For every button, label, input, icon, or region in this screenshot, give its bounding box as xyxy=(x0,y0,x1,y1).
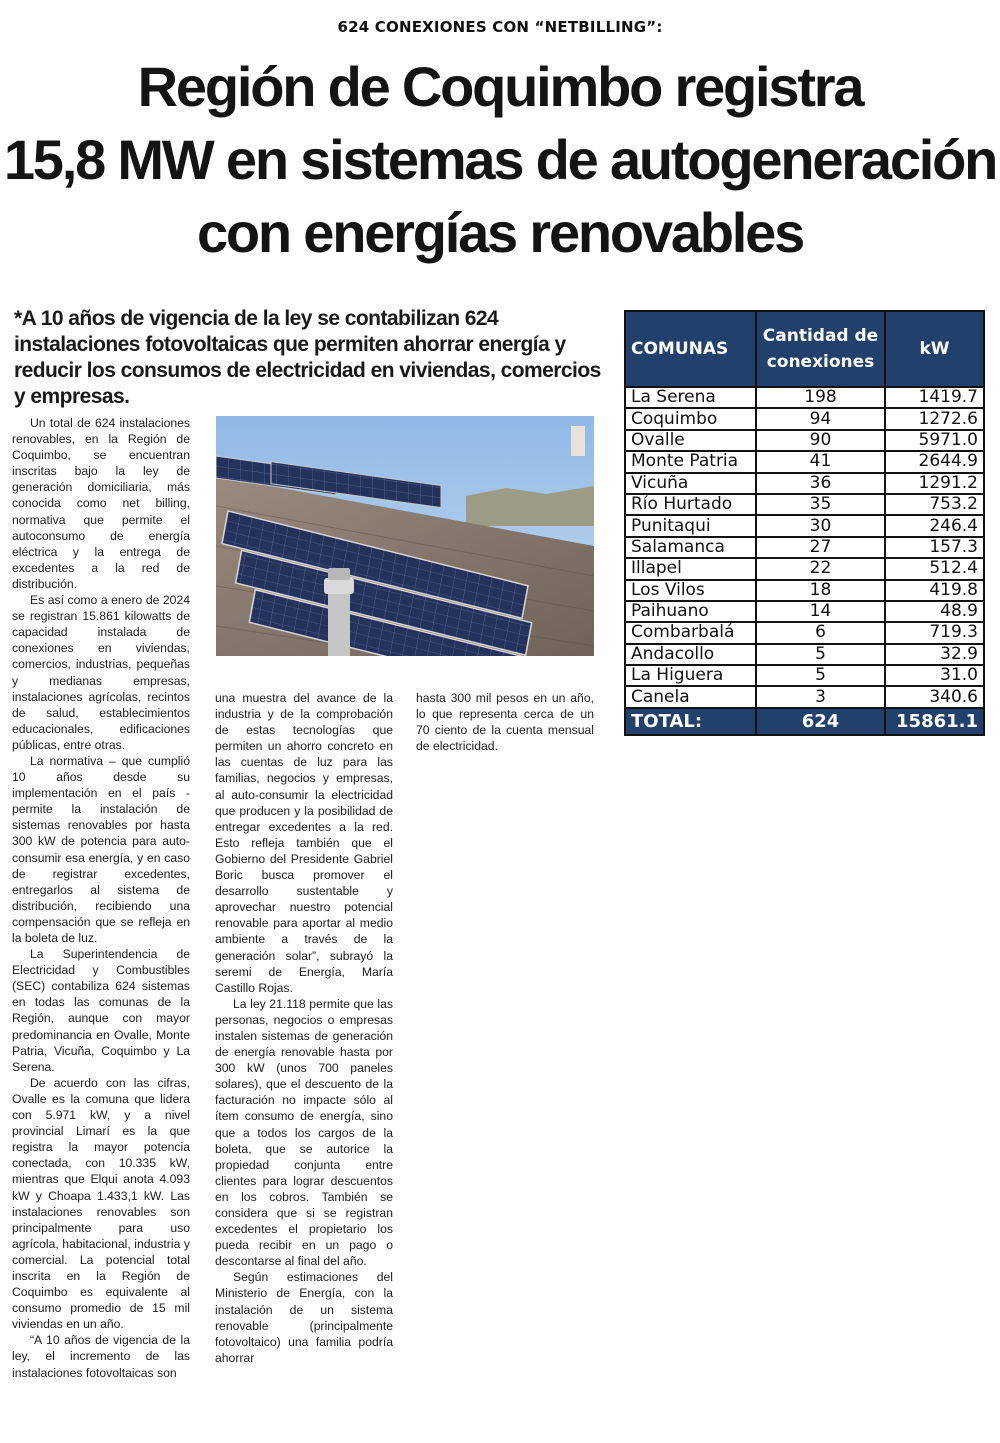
cell-kw: 340.6 xyxy=(885,686,984,707)
total-label: TOTAL: xyxy=(625,708,756,735)
total-conexiones: 624 xyxy=(756,708,885,735)
table-row xyxy=(625,601,984,622)
cell-kw: 719.3 xyxy=(885,622,984,643)
solar-panels-photo xyxy=(216,416,594,656)
cell-conexiones: 30 xyxy=(756,515,885,536)
cell-comuna: Río Hurtado xyxy=(625,494,756,515)
body-column-2 xyxy=(215,690,393,1366)
cell-comuna: Illapel xyxy=(625,558,756,579)
cell-kw: 48.9 xyxy=(885,601,984,622)
cell-conexiones: 27 xyxy=(756,537,885,558)
body-column-3 xyxy=(416,690,594,754)
kicker: 624 CONEXIONES CON “NETBILLING”: xyxy=(337,18,663,36)
cell-conexiones: 6 xyxy=(756,622,885,643)
table-row xyxy=(625,430,984,451)
paragraph: una muestra del avance de la industria y de la comprobación de estas tecnologías que permiten un ahorro concreto en las cuentas de luz para las familias, negocios y empresas, al auto-consumir la electricidad que producen y la posibilidad de entregar excedentes a la red. Esto refleja también que el Gobierno del Presidente Gabriel Boric busca promover el desarrollo sustentable y aprovechar nuestro potencial renovable para aportar al medio ambiente a través de la generación solar”, subrayó la seremi de Energía, María Castillo Rojas. xyxy=(215,691,393,995)
table-row xyxy=(625,408,984,429)
cell-comuna: Ovalle xyxy=(625,430,756,451)
cell-kw: 246.4 xyxy=(885,515,984,536)
cell-conexiones: 5 xyxy=(756,644,885,665)
cell-kw: 1272.6 xyxy=(885,408,984,429)
table-row xyxy=(625,622,984,643)
cell-conexiones: 14 xyxy=(756,601,885,622)
cell-kw: 753.2 xyxy=(885,494,984,515)
headline-line-2: 15,8 MW en sistemas de autogeneración xyxy=(3,128,997,191)
paragraph: Es así como a enero de 2024 se registran 15.861 kilowatts de capacidad instalada de conexiones en viviendas, comercios, industrias, pequeñas y medianas empresas, instalaciones agrícolas, recintos de salud, establecimientos educacionales, edificaciones públicas, entre otras. xyxy=(12,593,190,752)
paragraph: “A 10 años de vigencia de la ley, el incremento de las instalaciones fotovoltaicas son xyxy=(12,1333,190,1380)
cell-kw: 512.4 xyxy=(885,558,984,579)
header-comunas: COMUNAS xyxy=(625,311,756,387)
table-row xyxy=(625,473,984,494)
cell-comuna: Vicuña xyxy=(625,473,756,494)
cell-kw: 419.8 xyxy=(885,580,984,601)
cell-conexiones: 3 xyxy=(756,686,885,707)
paragraph: De acuerdo con las cifras, Ovalle es la comuna que lidera con 5.971 kW, y a nivel provincial Limarí es la que registra la mayor potencia conectada, con 10.335 kW, mientras que Elqui anota 4.093 kW y Choapa 1.433,1 kW. Las instalaciones renovables son principalmente para uso agrícola, habitacional, industria y comercial. La potencial total inscrita en la Región de Coquimbo es equivalente al consumo promedio de 15 mil viviendas en un año. xyxy=(12,1075,190,1332)
table-row xyxy=(625,665,984,686)
cell-comuna: Andacollo xyxy=(625,644,756,665)
cell-conexiones: 90 xyxy=(756,430,885,451)
cell-conexiones: 18 xyxy=(756,580,885,601)
table-row xyxy=(625,580,984,601)
paragraph: La ley 21.118 permite que las personas, negocios o empresas instalen sistemas de generación de energía renovable hasta por 300 kW (unos 700 paneles solares), que el descuento de la facturación no impacte sólo al ítem consumo de energía, sino que a todos los cargos de la boleta, que se autorice la propiedad conjunta entre clientes para lograr descuentos en los cobros. También se considera que si se registran excedentes el propietario los pueda recibir en un pago o descontarse al final del año. xyxy=(215,996,393,1269)
paragraph: La Superintendencia de Electricidad y Combustibles (SEC) contabiliza 624 sistemas en todas las comunas de la Región, aunque con mayor predominancia en Ovalle, Monte Patria, Vicuña, Coquimbo y La Serena. xyxy=(12,947,190,1074)
cell-conexiones: 5 xyxy=(756,665,885,686)
cell-conexiones: 94 xyxy=(756,408,885,429)
paragraph: Un total de 624 instalaciones renovables, en la Región de Coquimbo, se encuentran inscritas bajo la ley de generación domiciliaria, más conocida como net billing, normativa que permite el autoconsumo de energía eléctrica y la entrega de excedentes a la red de distribución. xyxy=(12,416,190,591)
cell-kw: 157.3 xyxy=(885,537,984,558)
cell-kw: 1419.7 xyxy=(885,387,984,408)
cell-comuna: Punitaqui xyxy=(625,515,756,536)
table-row xyxy=(625,686,984,707)
cell-kw: 1291.2 xyxy=(885,473,984,494)
header-kw: kW xyxy=(885,311,984,387)
cell-comuna: La Serena xyxy=(625,387,756,408)
cell-conexiones: 36 xyxy=(756,473,885,494)
cell-conexiones: 41 xyxy=(756,451,885,472)
cell-kw: 5971.0 xyxy=(885,430,984,451)
table-total-row xyxy=(625,708,984,735)
body-column-1 xyxy=(12,415,190,1381)
cell-comuna: Monte Patria xyxy=(625,451,756,472)
table-row xyxy=(625,451,984,472)
total-kw: 15861.1 xyxy=(885,708,984,735)
table-header-row xyxy=(625,311,984,387)
cell-conexiones: 198 xyxy=(756,387,885,408)
cell-comuna: Salamanca xyxy=(625,537,756,558)
deck-subheading: *A 10 años de vigencia de la ley se contabilizan 624 instalaciones fotovoltaicas que permiten ahorrar energía y reducir los consumos de electricidad en viviendas, comercios y empresas. xyxy=(14,307,601,408)
cell-comuna: Combarbalá xyxy=(625,622,756,643)
headline xyxy=(0,50,1000,269)
cell-comuna: Canela xyxy=(625,686,756,707)
cell-kw: 31.0 xyxy=(885,665,984,686)
cell-kw: 2644.9 xyxy=(885,451,984,472)
comunas-table xyxy=(624,310,985,736)
table-row xyxy=(625,644,984,665)
cell-comuna: Paihuano xyxy=(625,601,756,622)
headline-line-3: con energías renovables xyxy=(196,201,804,264)
cell-kw: 32.9 xyxy=(885,644,984,665)
cell-comuna: Coquimbo xyxy=(625,408,756,429)
cell-conexiones: 22 xyxy=(756,558,885,579)
table-row xyxy=(625,387,984,408)
table-row xyxy=(625,515,984,536)
cell-comuna: Los Vilos xyxy=(625,580,756,601)
table-row xyxy=(625,558,984,579)
header-conexiones: Cantidad de conexiones xyxy=(756,311,885,387)
cell-comuna: La Higuera xyxy=(625,665,756,686)
headline-line-1: Región de Coquimbo registra xyxy=(137,55,863,118)
paragraph: Según estimaciones del Ministerio de Energía, con la instalación de un sistema renovable (principalmente fotovoltaico) una familia podría ahorrar xyxy=(215,1270,393,1365)
table-row xyxy=(625,494,984,515)
paragraph: hasta 300 mil pesos en un año, lo que representa cerca de un 70 ciento de la cuenta mensual de electricidad. xyxy=(416,691,594,754)
table-row xyxy=(625,537,984,558)
cell-conexiones: 35 xyxy=(756,494,885,515)
paragraph: La normativa – que cumplió 10 años desde su implementación en el país - permite la instalación de sistemas renovables por hasta 300 kW de potencia para auto-consumir esa energía, y en caso de registrar excedentes, entregarlos al sistema de distribución, recibiendo una compensación que se refleja en la boleta de luz. xyxy=(12,753,190,945)
